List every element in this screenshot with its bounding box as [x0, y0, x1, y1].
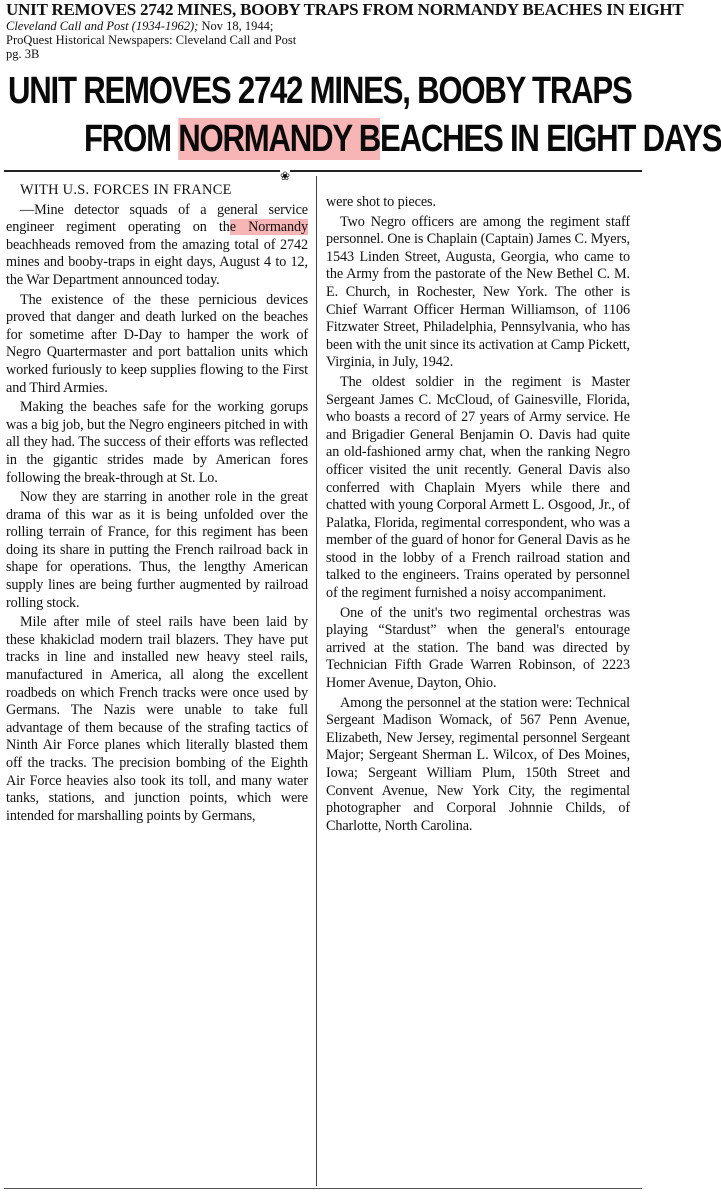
paragraph-1-end: beachheads removed from the amazing total of 2742 mines and booby-traps in eight days, August 4 to 12, the War Department announced today. [6, 236, 308, 288]
bottom-rule [4, 1188, 642, 1189]
paragraph-9: Among the personnel at the station were: Technical Sergeant Madison Womack, of 567 Penn Avenue, Elizabeth, New Jersey, regimental personnel Sergeant Major; Sergeant Sherman L. Wilcox, of Des Moines, Iowa; Sergeant William Plum, 150th Street and Convent Avenue, New York City, the regimental photographer and Corporal Johnnie Childs, of Charlotte, North Carolina. [326, 694, 630, 834]
paragraph-1-start: —Mine detector squads of a general service engineer regiment operating on th [6, 201, 308, 236]
citation-page: pg. 3B [6, 47, 40, 61]
headline [0, 68, 721, 162]
search-highlight-headline: NORMANDY B [178, 118, 381, 160]
paragraph-4: Now they are starring in another role in the great drama of this war as it is being unfolded over the rolling terrain of France, for this regiment has been doing its share in putting the French railroad back in shape for operations. Thus, the lengthy American supply lines are being further augmented by railroad rolling stock. [6, 489, 308, 611]
article-column-2 [326, 194, 630, 837]
dateline: WITH U.S. FORCES IN FRANCE [20, 182, 232, 198]
citation-database: ProQuest Historical Newspapers: Cleveland Call and Post [6, 33, 297, 47]
paragraph-2: The existence of the these pernicious devices proved that danger and death lurked on the beaches for sometime after D-Day to hamper the work of Negro Quartermaster and port battalion units which worked furiously to keep supplies flowing to the First and Third Armies. [6, 291, 308, 396]
search-highlight-body: e Normandy [229, 219, 308, 236]
paragraph-5-continued: were shot to pieces. [326, 194, 436, 210]
headline-line-2 [84, 116, 721, 162]
paragraph-8: One of the unit's two regimental orchestras was playing “Stardust” when the general's entourage arrived at the station. The band was directed by Technician Fifth Grade Warren Robinson, of 2223 Homer Avenue, Dayton, Ohio. [326, 604, 630, 692]
citation-publication: Cleveland Call and Post (1934-1962); [6, 19, 199, 33]
paragraph-7: The oldest soldier in the regiment is Master Sergeant James C. McCloud, of Gainesville, Florida, who boasts a record of 27 years of Army service. He and Brigadier General Benjamin O. Davis had quite an old-fashioned army chat, when the ranking Negro officer visited the unit recently. General Davis also conferred with Chaplain Myers while there and chatted with young Corporal Armett L. Osgood, Jr., of Palatka, Florida, regimental correspondent, who was a member of the guard of honor for General Davis as he stood in the lobby of a French railroad station and talked to the engineers. Trains operated by personnel of the regiment furnished a noisy accompaniment. [326, 373, 630, 602]
citation-title: UNIT REMOVES 2742 MINES, BOOBY TRAPS FROM NORMANDY BEACHES IN EIGHT [6, 0, 684, 19]
column-ornament-icon: ❀ [280, 169, 291, 183]
article-column-1 [6, 182, 308, 827]
citation-block [6, 0, 684, 61]
paragraph-1 [6, 202, 308, 290]
column-divider [316, 176, 317, 1186]
headline-rule [4, 170, 642, 172]
headline-line-2-start: FROM [84, 118, 179, 160]
paragraph-3: Making the beaches safe for the working gorups was a big job, but the Negro engineers pitched in with all they had. The success of their efforts was reflected in the gigantic strides made by American fores following the break-through at St. Lo. [6, 399, 308, 486]
paragraph-5: Mile after mile of steel rails have been laid by these khakiclad modern trail blazers. They have put tracks in line and installed new heavy steel rails, manufactured in America, all along the excellent roadbeds on which French tracks were once used by Germans. The Nazis were unable to take full advantage of them because of the strafing tactics of Ninth Air Force planes which literally blasted them off the tracks. The precision bombing of the Eighth Air Force heavies also took its toll, and many water tanks, stations, and junction points, which were intended for marshalling points by Germans, [6, 614, 308, 824]
headline-line-1: UNIT REMOVES 2742 MINES, BOOBY TRAPS [8, 70, 632, 112]
headline-line-2-end: EACHES IN EIGHT DAYS [380, 118, 721, 160]
citation-source [6, 19, 646, 33]
paragraph-6: Two Negro officers are among the regiment staff personnel. One is Chaplain (Captain) James C. Myers, 1543 Linden Street, Augusta, Georgia, who came to the Army from the pastorate of the New Bethel C. M. E. Church, in Rochester, New York. The other is Chief Warrant Officer Herman Williamson, of 1106 Fitzwater Street, Philadelphia, Pennsylvania, who has been with the unit since its activation at Camp Pickett, Virginia, in July, 1942. [326, 213, 630, 371]
citation-date: Nov 18, 1944; [198, 19, 274, 33]
